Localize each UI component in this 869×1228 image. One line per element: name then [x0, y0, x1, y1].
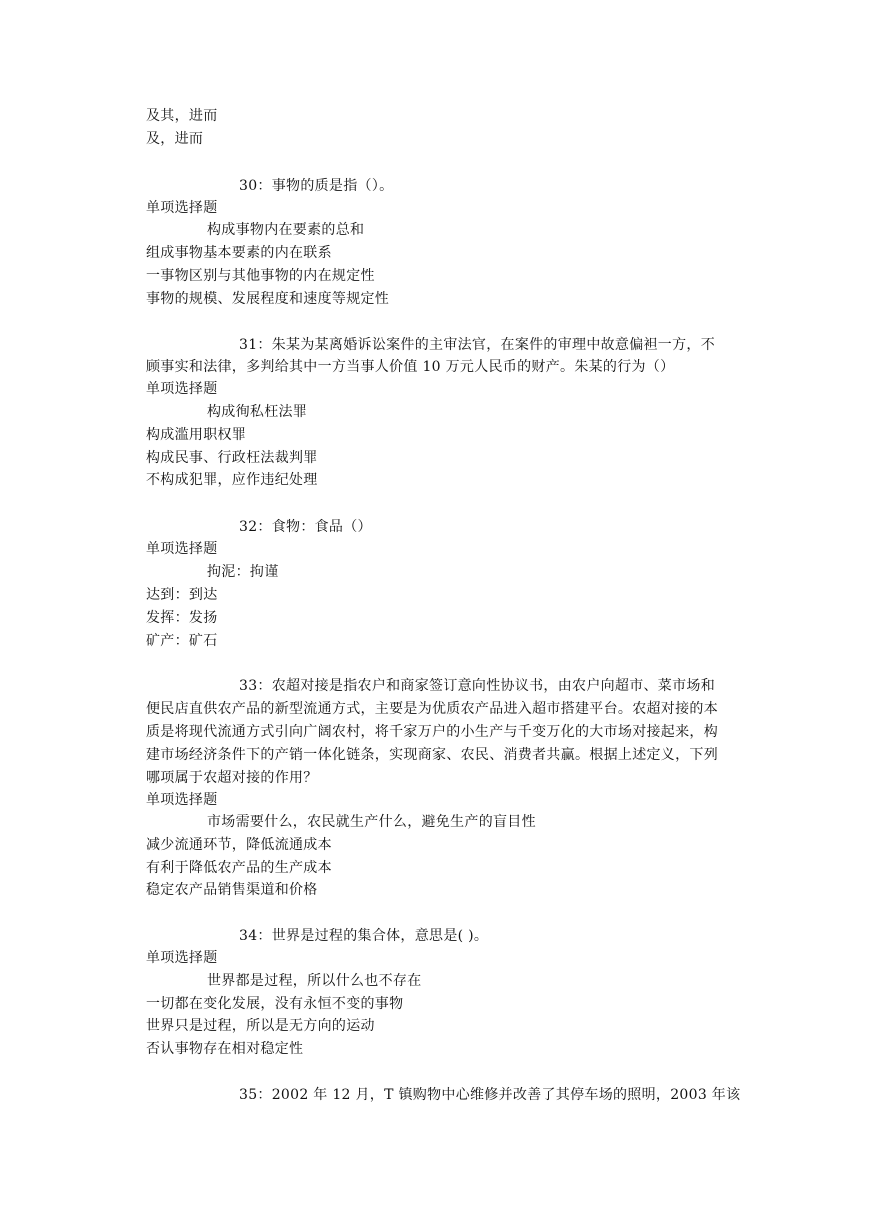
question-30-option-a: 构成事物内在要素的总和 [207, 222, 365, 238]
question-33-stem-line: 便民店直供农产品的新型流通方式，主要是为优质农产品进入超市搭建平台。农超对接的本 [146, 701, 718, 717]
question-30-option-d: 事物的规模、发展程度和速度等规定性 [146, 291, 390, 307]
question-32-option-a: 拘泥：拘谨 [207, 564, 279, 580]
question-31-stem-line: 顾事实和法律，多判给其中一方当事人价值 10 万元人民币的财产。朱某的行为（） [146, 359, 675, 375]
question-type-label: 单项选择题 [146, 950, 218, 966]
question-32-option-d: 矿产：矿石 [146, 633, 218, 649]
question-30-option-b: 组成事物基本要素的内在联系 [146, 245, 332, 261]
question-33-option-b: 减少流通环节，降低流通成本 [146, 837, 332, 853]
question-32-stem: 32：食物：食品（） [239, 519, 372, 535]
question-31-option-b: 构成滥用职权罪 [146, 427, 247, 443]
question-34-option-d: 否认事物存在相对稳定性 [146, 1041, 304, 1057]
question-31-stem-line: 31：朱某为某离婚诉讼案件的主审法官，在案件的审理中故意偏袒一方，不 [239, 337, 716, 353]
question-33-stem-line: 哪项属于农超对接的作用？ [146, 770, 318, 786]
question-32-option-c: 发挥：发扬 [146, 610, 218, 626]
question-33-option-a: 市场需要什么，农民就生产什么，避免生产的盲目性 [207, 814, 536, 830]
question-31-option-d: 不构成犯罪，应作违纪处理 [146, 472, 318, 488]
question-31-option-c: 构成民事、行政枉法裁判罪 [146, 450, 318, 466]
question-34-option-c: 世界只是过程，所以是无方向的运动 [146, 1018, 375, 1034]
question-type-label: 单项选择题 [146, 381, 218, 397]
question-34-stem: 34：世界是过程的集合体，意思是( )。 [239, 928, 489, 944]
question-35-stem: 35：2002 年 12 月，T 镇购物中心维修并改善了其停车场的照明，2003 年该 [239, 1087, 741, 1103]
question-type-label: 单项选择题 [146, 200, 218, 216]
question-33-option-d: 稳定农产品销售渠道和价格 [146, 882, 318, 898]
question-34-option-a: 世界都是过程，所以什么也不存在 [207, 973, 422, 989]
question-type-label: 单项选择题 [146, 792, 218, 808]
continuation-option: 及，进而 [146, 131, 204, 147]
question-30-stem: 30：事物的质是指（）。 [239, 178, 394, 194]
question-30-option-c: 一事物区别与其他事物的内在规定性 [146, 268, 375, 284]
question-34-option-b: 一切都在变化发展，没有永恒不变的事物 [146, 996, 404, 1012]
question-31-option-a: 构成徇私枉法罪 [207, 404, 308, 420]
question-33-stem-line: 33：农超对接是指农户和商家签订意向性协议书，由农户向超市、菜市场和 [239, 678, 716, 694]
question-33-option-c: 有利于降低农产品的生产成本 [146, 860, 332, 876]
question-33-stem-line: 质是将现代流通方式引向广阔农村，将千家万户的小生产与千变万化的大市场对接起来，构 [146, 724, 718, 740]
question-33-stem-line: 建市场经济条件下的产销一体化链条，实现商家、农民、消费者共赢。根据上述定义，下列 [146, 747, 718, 763]
question-type-label: 单项选择题 [146, 541, 218, 557]
question-32-option-b: 达到：到达 [146, 587, 218, 603]
continuation-option: 及其，进而 [146, 108, 218, 124]
